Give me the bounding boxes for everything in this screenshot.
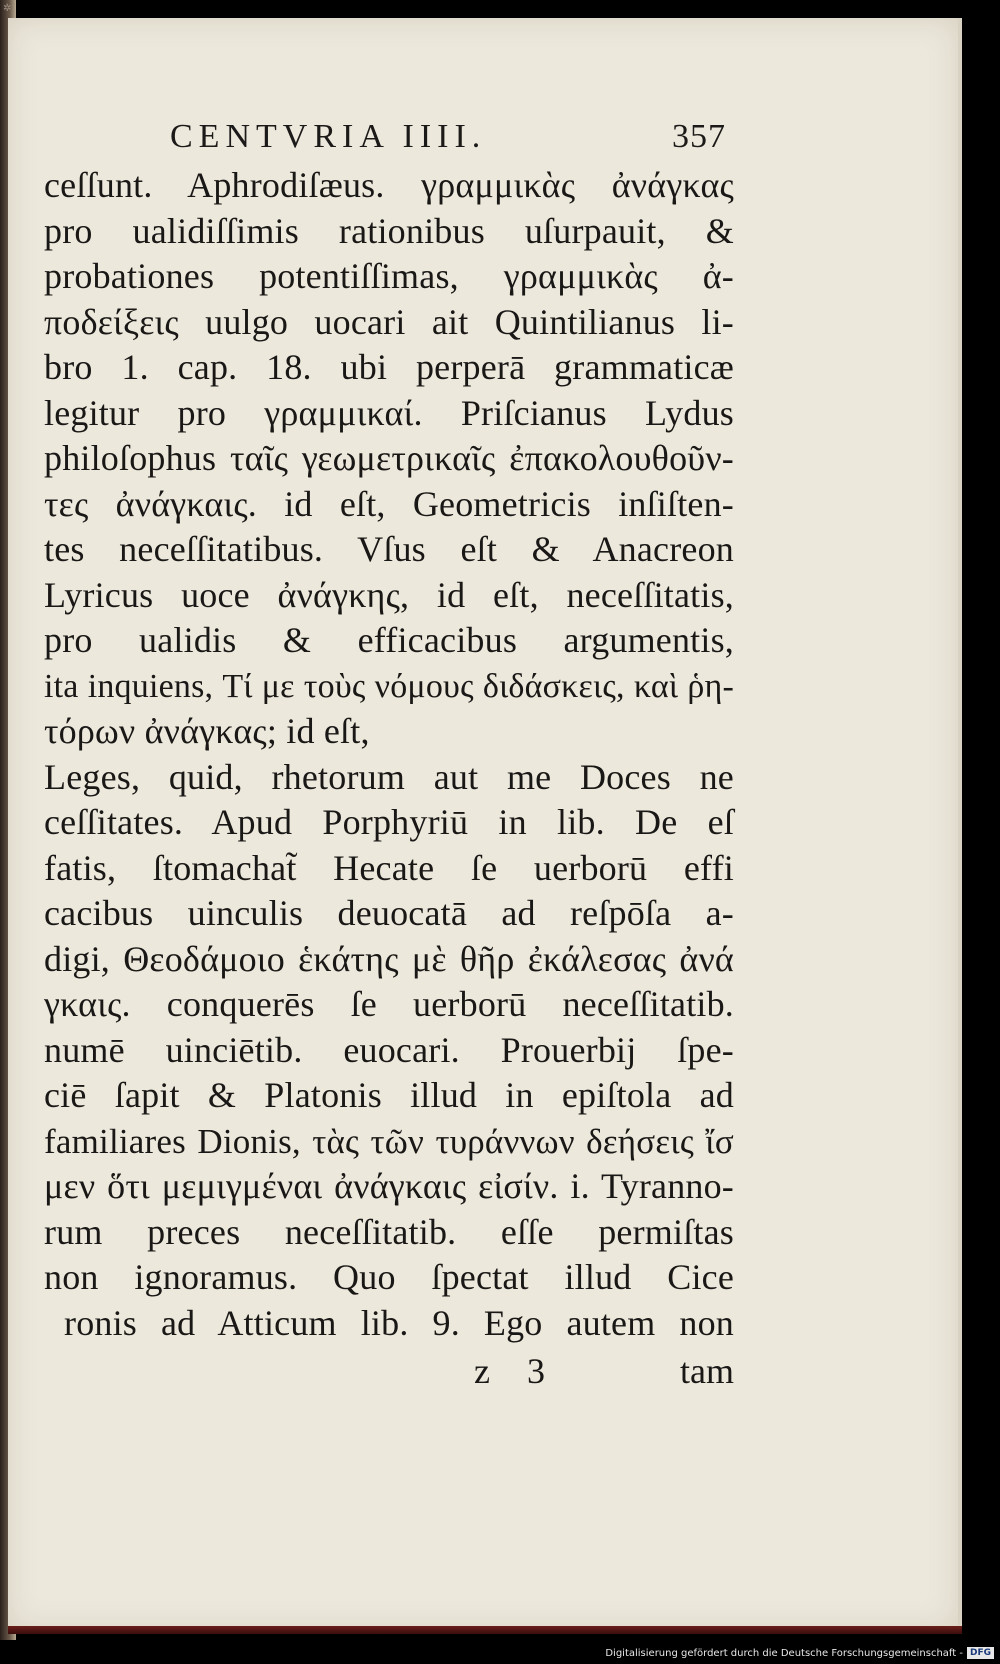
catchword: tam [680,1351,734,1391]
text-line: pro ualidiſſimis rationibus uſurpauit, & [44,210,734,251]
header-title: CENTVRIA IIII. [170,118,487,155]
page-edge [8,1626,962,1634]
page-footer [44,1350,734,1400]
text-block [44,163,734,1346]
corner-mark-icon: ✲ [3,3,12,14]
text-line: τόρων ἀνάγκας; id eſt, [44,711,370,751]
text-line: tes neceſſitatibus. Vſus eſt & Anacreon [44,529,734,569]
signature-mark: z 3 [474,1351,559,1391]
text-line: μεν ὅτι μεμιγμέναι ἀνάγκαις εἰσίν. i. Tyranno- [44,1166,734,1206]
text-line: ciē ſapit & Platonis illud in epiſtola ad [44,1075,734,1115]
digitization-credit [605,1644,994,1662]
credit-text: Digitalisierung gefördert durch die Deutsche Forschungsgemeinschaft - [605,1647,963,1659]
text-line: pro ualidis & efficacibus argumentis, [44,620,734,660]
text-line: digi, Θεοδάμοιο ἑκάτης μὲ θῆρ ἐκάλεσας ἀνά [44,938,734,979]
text-line: γκαις. conquerēs ſe uerborū neceſſitatib. [44,984,734,1024]
text-line: philoſophus ταῖς γεωμετρικαῖς ἐπακολουθοῦν- [44,438,734,478]
text-line: ita inquiens, Τί με τοὺς νόμους διδάσκεις, καὶ ῥη- [44,667,734,705]
text-line: Lyricus uoce ἀνάγκης, id eſt, neceſſitatis, [44,574,734,615]
text-line: ceſſunt. Aphrodiſæus. γραμμικὰς ἀνάγκας [44,165,734,205]
text-line: familiares Dionis, τὰς τῶν τυράννων δεήσεις ἴσ [44,1121,734,1161]
text-line: probationes potentiſſimas, γραμμικὰς ἀ- [44,256,734,296]
text-line: non ignoramus. Quo ſpectat illud Cice [44,1257,734,1297]
text-line: fatis, ſtomachat̃ Hecate ſe uerborū effi [44,847,734,888]
running-header [170,118,730,162]
text-line: bro 1. cap. 18. ubi perperā grammaticæ [44,347,734,387]
text-line: ceſſitates. Apud Porphyriū in lib. De eſ [44,802,734,842]
text-line: numē uinciētib. euocari. Prouerbij ſpe- [44,1029,734,1070]
page-number: 357 [672,118,726,155]
dfg-logo-icon: DFG [967,1647,994,1659]
text-line: ronis ad Atticum lib. 9. Ego autem non [64,1302,734,1343]
text-line: Leges, quid, rhetorum aut me Doces ne [44,756,734,797]
text-line: rum preces neceſſitatib. eſſe permiſtas [44,1211,734,1252]
text-line: legitur pro γραμμικαί. Priſcianus Lydus [44,392,734,433]
text-line: cacibus uinculis deuocatā ad reſpōſa a- [44,893,734,933]
text-line: ποδείξεις uulgo uocari ait Quintilianus li- [44,301,734,342]
text-line: τες ἀνάγκαις. id eſt, Geometricis inſiſten- [44,483,734,524]
